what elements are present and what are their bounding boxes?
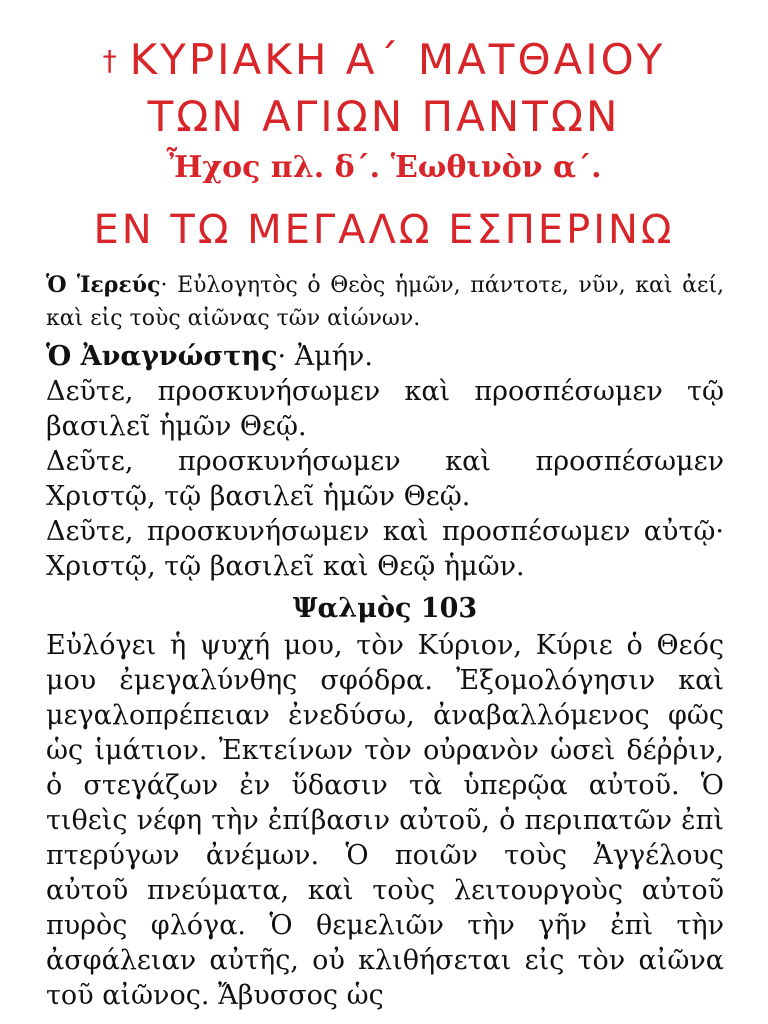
heading-line-1 bbox=[0, 0, 768, 91]
psalm-title: Ψαλμὸς 103 bbox=[292, 593, 478, 624]
verse-3: Δεῦτε, προσκυνήσωμεν καὶ προσπέσωμεν αὐτῷ· Χριστῷ, τῷ βασιλεῖ καὶ Θεῷ ἡμῶν. bbox=[46, 516, 724, 582]
verse-1: Δεῦτε, προσκυνήσωμεν καὶ προσπέσωμεν τῷ βασιλεῖ ἡμῶν Θεῷ. bbox=[46, 376, 724, 442]
heading-text-1: ΚΥΡΙΑΚΗ Α΄ ΜΑΤΘΑΙΟΥ bbox=[129, 35, 666, 84]
service-title: ΕΝ ΤΩ ΜΕΓΑΛΩ ΕΣΠΕΡΙΝΩ bbox=[93, 207, 675, 253]
verse-2: Δεῦτε, προσκυνήσωμεν καὶ προσπέσωμεν Χριστῷ, τῷ βασιλεῖ ἡμῶν Θεῷ. bbox=[46, 446, 724, 512]
title-block bbox=[0, 0, 768, 255]
reader-text: · Ἀμήν. bbox=[277, 341, 373, 372]
reader-paragraph bbox=[46, 339, 724, 374]
heading-line-2: ΤΩΝ ΑΓΙΩΝ ΠΑΝΤΩΝ bbox=[147, 92, 621, 141]
tone-line: Ἦχος πλ. δ΄. Ἑωθινὸν α΄. bbox=[166, 150, 602, 185]
cross-icon: † bbox=[102, 44, 120, 77]
psalm-text: Εὐλόγει ἡ ψυχή μου, τὸν Κύριον, Κύριε ὁ Θεός μου ἐμεγαλύνθης σφόδρα. Ἐξομολόγησιν καὶ μεγαλοπρέπειαν ἐνεδύσω, ἀναβαλλόμενος φῶς ὡς ἱμάτιον. Ἐκτείνων τὸν οὐρανὸν ὡσεὶ δέῤῥιν, ὁ στεγάζων ἐν ὕδασιν τὰ ὑπερῷα αὐτοῦ. Ὁ τιθεὶς νέφη τὴν ἐπίβασιν αὐτοῦ, ὁ περιπατῶν ἐπὶ πτερύγων ἀνέμων. Ὁ ποιῶν τοὺς Ἀγγέλους αὐτοῦ πνεύματα, καὶ τοὺς λειτουργοὺς αὐτοῦ πυρὸς φλόγα. Ὁ θεμελιῶν τὴν γῆν ἐπὶ τὴν ἀσφάλειαν αὐτῆς, οὐ κλιθήσεται εἰς τὸν αἰῶνα τοῦ αἰῶνος. Ἄβυσσος ὡς bbox=[46, 630, 724, 1011]
priest-text: · Εὐλογητὸς ὁ Θεὸς ἡμῶν, πάντοτε, νῦν, καὶ ἀεί, καὶ εἰς τοὺς αἰῶνας τῶν αἰώνων. bbox=[46, 273, 724, 331]
priest-role: Ὁ Ἱερεύς bbox=[46, 272, 161, 298]
priest-paragraph bbox=[46, 269, 724, 335]
reader-role: Ὁ Ἀναγνώστης bbox=[46, 341, 278, 372]
service-text bbox=[0, 255, 768, 1013]
